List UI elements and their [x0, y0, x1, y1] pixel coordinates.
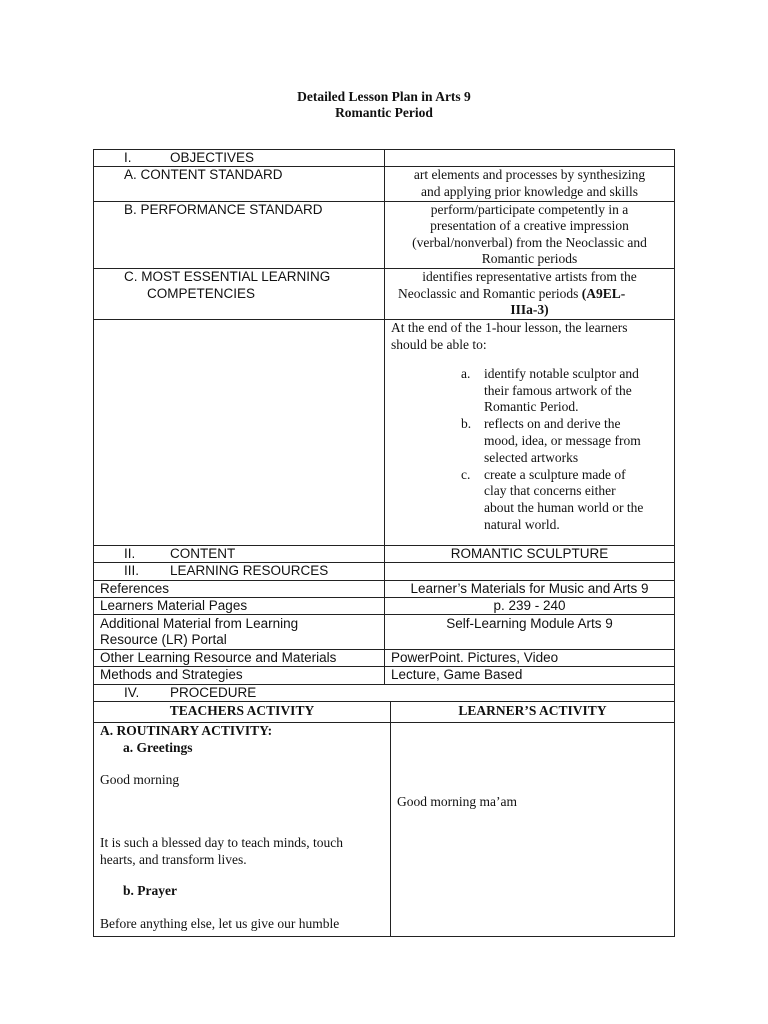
- resources-heading: LEARNING RESOURCES: [170, 563, 329, 578]
- other-resources-label: Other Learning Resource and Materials: [100, 650, 337, 665]
- routinary-activity-heading: A. ROUTINARY ACTIVITY:: [100, 723, 273, 738]
- performance-standard-line-3: (verbal/nonverbal) from the Neoclassic and: [412, 235, 647, 250]
- additional-material-value: Self-Learning Module Arts 9: [446, 616, 613, 631]
- content-heading: CONTENT: [170, 546, 236, 561]
- performance-standard-line-2: presentation of a creative impression: [430, 218, 629, 233]
- melc-text-periods: Neoclassic and Romantic periods: [398, 286, 579, 301]
- content-standard-label: A. CONTENT STANDARD: [124, 167, 283, 182]
- procedure-heading-number: IV.: [124, 685, 140, 700]
- methods-label: Methods and Strategies: [100, 667, 243, 682]
- additional-material-label-line-2: Resource (LR) Portal: [100, 632, 227, 647]
- objectives-heading-number: I.: [124, 150, 132, 165]
- procedure-heading: PROCEDURE: [170, 685, 257, 700]
- melc-code-part-2: IIIa-3): [510, 302, 549, 317]
- objective-a-line-1: identify notable sculptor and: [484, 366, 639, 381]
- objective-c-line-3: about the human world or the: [484, 500, 644, 515]
- methods-value: Lecture, Game Based: [391, 667, 523, 682]
- teacher-blessing-line-2: hearts, and transform lives.: [100, 852, 247, 867]
- content-standard-line-2: and applying prior knowledge and skills: [420, 184, 639, 199]
- objective-b-marker: b.: [461, 416, 472, 431]
- content-standard-line-1: art elements and processes by synthesizing: [413, 167, 646, 182]
- learner-activity-header: LEARNER’S ACTIVITY: [458, 703, 607, 718]
- learner-activity-body-cell: [390, 722, 675, 937]
- references-value: Learner’s Materials for Music and Arts 9: [410, 581, 649, 596]
- prayer-line: Before anything else, let us give our humble: [100, 916, 340, 931]
- content-value: ROMANTIC SCULPTURE: [450, 546, 609, 561]
- greetings-heading: a. Greetings: [123, 740, 193, 755]
- document-subtitle: Romantic Period: [335, 105, 433, 120]
- performance-standard-label: B. PERFORMANCE STANDARD: [124, 202, 323, 217]
- teacher-blessing-line-1: It is such a blessed day to teach minds, touch: [100, 835, 343, 850]
- melc-label-line-2: COMPETENCIES: [147, 286, 256, 301]
- melc-label-line-1: C. MOST ESSENTIAL LEARNING: [124, 269, 331, 284]
- lm-pages-value: p. 239 - 240: [493, 598, 566, 613]
- other-resources-value: PowerPoint. Pictures, Video: [391, 650, 559, 665]
- objective-c-line-1: create a sculpture made of: [484, 467, 626, 482]
- performance-standard-line-4: Romantic periods: [481, 251, 578, 266]
- objectives-heading: OBJECTIVES: [170, 150, 255, 165]
- lm-pages-label: Learners Material Pages: [100, 598, 248, 613]
- additional-material-label-line-1: Additional Material from Learning: [100, 616, 299, 631]
- content-heading-cell: [93, 545, 385, 563]
- learner-greeting: Good morning ma’am: [397, 794, 517, 809]
- resources-heading-right-cell: [384, 562, 675, 581]
- teacher-greeting: Good morning: [100, 772, 180, 787]
- objective-a-line-2: their famous artwork of the: [484, 383, 632, 398]
- prayer-heading: b. Prayer: [123, 883, 177, 898]
- objectives-list-left-cell: [93, 319, 385, 546]
- teacher-activity-header: TEACHERS ACTIVITY: [169, 703, 315, 718]
- objectives-intro-line-2: should be able to:: [391, 337, 487, 352]
- melc-code-part-1: (A9EL-: [581, 286, 626, 301]
- references-label: References: [100, 581, 170, 596]
- objective-b-line-1: reflects on and derive the: [484, 416, 621, 431]
- objective-c-marker: c.: [461, 467, 471, 482]
- objectives-intro-line-1: At the end of the 1-hour lesson, the learners: [391, 320, 628, 335]
- objective-a-marker: a.: [461, 366, 471, 381]
- melc-text-line-2: [398, 286, 625, 303]
- objective-c-line-4: natural world.: [484, 517, 560, 532]
- objective-b-line-3: selected artworks: [484, 450, 579, 465]
- objective-b-line-2: mood, idea, or message from: [484, 433, 641, 448]
- content-heading-number: II.: [124, 546, 136, 561]
- objective-a-line-3: Romantic Period.: [484, 399, 579, 414]
- objective-c-line-2: clay that concerns either: [484, 483, 616, 498]
- melc-text-line-1: identifies representative artists from the: [422, 269, 637, 284]
- resources-heading-number: III.: [124, 563, 140, 578]
- document-title: Detailed Lesson Plan in Arts 9: [297, 89, 471, 104]
- objectives-heading-right-cell: [384, 149, 675, 167]
- performance-standard-line-1: perform/participate competently in a: [430, 202, 629, 217]
